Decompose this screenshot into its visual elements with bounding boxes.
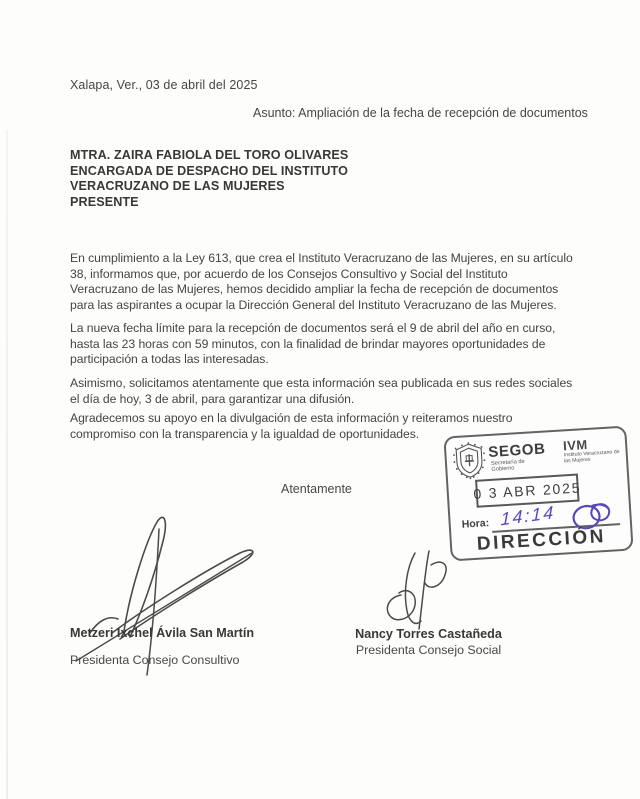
recipient-block [70, 148, 348, 210]
stamp-department-label: DIRECCIÓN [476, 525, 607, 555]
recipient-line: PRESENTE [70, 194, 139, 209]
closing-salutation: Atentamente [281, 482, 352, 496]
body-paragraph: La nueva fecha límite para la recepción de documentos será el 9 de abril del año en curso, hasta las 23 horas con 59 minutos, con la finalidad de brindar mayores oportunidades de participación a todas las interesadas. [70, 321, 556, 367]
recipient-line: VERACRUZANO DE LAS MUJERES [70, 179, 285, 194]
body-paragraph: Agradecemos su apoyo en la divulgación de esta información y reiteramos nuestro compromiso con la transparencia y la igualdad de oportunidades. [70, 411, 513, 441]
letter-dateline: Xalapa, Ver., 03 de abril del 2025 [70, 78, 258, 92]
stamp-date-box: 0 3 ABR 2025 [475, 474, 580, 508]
body-paragraph: Asimismo, solicitamos atentamente que esta información sea publicada en sus redes sociales el día de hoy, 3 de abril, para garantizar una difusión. [70, 376, 573, 406]
scan-edge-artifact [6, 130, 8, 799]
segob-shield-icon [452, 441, 487, 480]
stamp-hora-label: Hora: [461, 517, 490, 531]
recipient-line: ENCARGADA DE DESPACHO DEL INSTITUTO [70, 163, 349, 178]
signature-scribble-right [371, 547, 477, 639]
signer-title: Presidenta Consejo Social [355, 642, 502, 657]
recipient-line: MTRA. ZAIRA FABIOLA DEL TORO OLIVARES [70, 148, 349, 162]
signer-block-right [346, 627, 511, 658]
stamp-unit-label: IVM [562, 436, 589, 454]
stamp-org-sublabel: Secretaría de Gobierno [490, 458, 525, 474]
signer-title: Presidenta Consejo Consultivo [70, 653, 240, 667]
stamp-unit-sublabel: Instituto Veracruzano de las Mujeres [563, 448, 620, 465]
stamp-org-label: SEGOB [487, 440, 547, 461]
handwritten-time: 14:14 [500, 501, 556, 530]
receipt-stamp [443, 426, 633, 562]
signer-name: Nancy Torres Castañeda [355, 627, 502, 641]
signer-name: Metzeri Ixchel Ávila San Martín [70, 626, 255, 640]
body-paragraph: En cumplimiento a la Ley 613, que crea el Instituto Veracruzano de las Mujeres, en su artículo 38, informamos que, por acuerdo de los Consejos Consultivo y Social del Instituto Veracruzano de las Mujeres, hemos decidido ampliar la fecha de recepción de documentos para las aspirantes a ocupar la Dirección General del Instituto Veracruzano de las Mujeres. [70, 251, 573, 312]
letter-subject: Asunto: Ampliación de la fecha de recepción de documentos [253, 106, 588, 120]
